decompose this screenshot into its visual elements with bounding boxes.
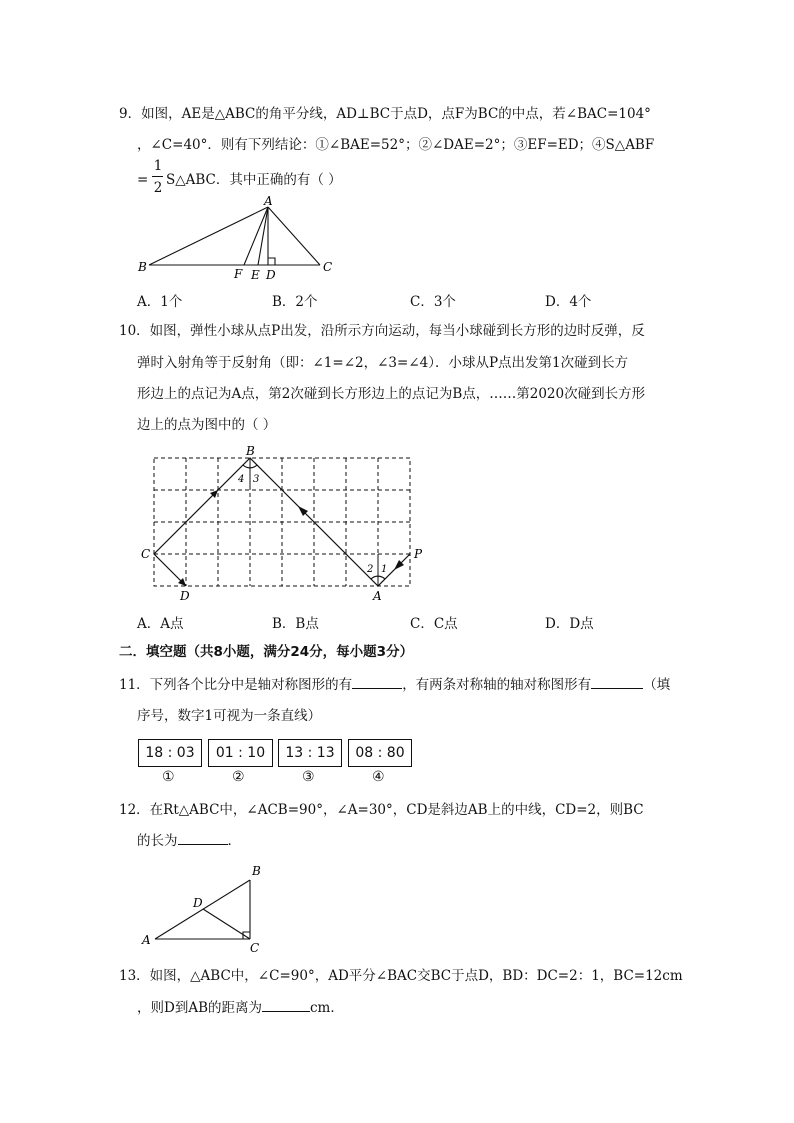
q10-option-b[interactable]: B．B点 [272, 616, 319, 632]
q11-line-1 [119, 676, 670, 694]
q11-score-box-1: 18 : 03 [138, 739, 202, 767]
q11-number-4: ④ [372, 769, 385, 785]
q12-blank[interactable] [178, 832, 228, 845]
q11-line-1-b: ，有两条对称轴的轴对称图形有 [402, 677, 592, 693]
q11-number-3: ③ [302, 769, 315, 785]
q9-line-3-prefix: = [137, 172, 149, 188]
q9-fraction-bar [152, 176, 163, 177]
q9-line-1: 9．如图，AE是△ABC的角平分线，AD⊥BC于点D，点F为BC的中点，若∠BAC=104° [119, 106, 651, 122]
q10-label-P: P [414, 547, 423, 561]
q11-score-box-4: 08 : 80 [348, 739, 412, 767]
q10-label-B: B [246, 444, 255, 458]
q9-label-D: D [266, 268, 276, 282]
q10-line-2: 弹时入射角等于反射角（即：∠1=∠2，∠3=∠4）．小球从P点出发第1次碰到长方 [137, 355, 629, 371]
section-title-fill-in: 二．填空题（共8小题，满分24分，每小题3分） [119, 644, 414, 660]
q12-triangle-figure [135, 858, 275, 958]
q9-option-d[interactable]: D．4个 [545, 294, 592, 310]
q10-option-d[interactable]: D．D点 [545, 616, 594, 632]
q12-line-2 [137, 832, 241, 850]
q13-line-1: 13．如图，△ABC中，∠C=90°，AD平分∠BAC交BC于点D，BD：DC=2：1，BC=12cm [119, 968, 683, 984]
q9-line-3: S△ABC．其中正确的有（ ） [166, 172, 342, 188]
q10-angle-1: 1 [381, 564, 388, 575]
q13-line-2 [137, 999, 344, 1017]
q11-line-1-c: （填 [643, 677, 671, 693]
q10-option-a[interactable]: A．A点 [137, 616, 184, 632]
q9-triangle-figure [130, 195, 350, 285]
q10-rectangle-figure [135, 440, 435, 610]
q11-score-box-2: 01 : 10 [208, 739, 273, 767]
q10-angle-2: 2 [367, 564, 374, 575]
q9-label-F: F [234, 267, 243, 281]
q13-line-2-a: ，则D到AB的距离为 [137, 1000, 262, 1016]
q13-line-2-b: cm． [310, 1000, 344, 1016]
q12-line-2-a: 的长为 [137, 833, 178, 849]
q9-label-E: E [251, 268, 260, 282]
q9-line-2: ，∠C=40°．则有下列结论：①∠BAE=52°；②∠DAE=2°；③EF=ED；④S△ABF [137, 137, 655, 153]
q11-line-1-a: 11．下列各个比分中是轴对称图形的有 [119, 677, 353, 693]
q10-label-A: A [373, 589, 382, 603]
q10-label-D: D [180, 589, 190, 603]
q11-blank-2[interactable] [591, 676, 643, 689]
q9-option-c[interactable]: C．3个 [410, 294, 456, 310]
q12-line-2-b: ． [227, 833, 241, 849]
q13-blank[interactable] [262, 999, 310, 1012]
q11-blank-1[interactable] [352, 676, 402, 689]
q10-line-4: 边上的点为图中的（ ） [137, 417, 277, 433]
q10-line-3: 形边上的点记为A点，第2次碰到长方形边上的点记为B点，……第2020次碰到长方形 [137, 386, 646, 402]
q9-label-C: C [323, 260, 333, 274]
q11-score-box-3: 13 : 13 [278, 739, 342, 767]
q10-option-c[interactable]: C．C点 [410, 616, 458, 632]
q11-number-2: ② [232, 769, 245, 785]
q12-label-B: B [252, 864, 261, 878]
q12-label-A: A [142, 933, 151, 947]
q9-option-a[interactable]: A．1个 [137, 294, 183, 310]
q10-angle-3: 3 [253, 474, 260, 485]
q11-line-2: 序号，数字1可视为一条直线） [137, 708, 322, 724]
q9-option-b[interactable]: B．2个 [272, 294, 318, 310]
q11-number-1: ① [162, 769, 175, 785]
q9-fraction-denominator: 2 [153, 180, 163, 196]
q9-label-B: B [138, 260, 147, 274]
q12-line-1: 12．在Rt△ABC中，∠ACB=90°，∠A=30°，CD是斜边AB上的中线，CD=2，则BC [119, 802, 644, 818]
q10-line-1: 10．如图，弹性小球从点P出发，沿所示方向运动，每当小球碰到长方形的边时反弹，反 [119, 323, 645, 339]
q12-label-D: D [193, 896, 203, 910]
q10-label-C: C [141, 547, 151, 561]
q12-label-C: C [250, 941, 260, 955]
q9-fraction-numerator: 1 [153, 158, 163, 174]
q9-label-A: A [264, 195, 273, 208]
q10-angle-4: 4 [238, 474, 245, 485]
